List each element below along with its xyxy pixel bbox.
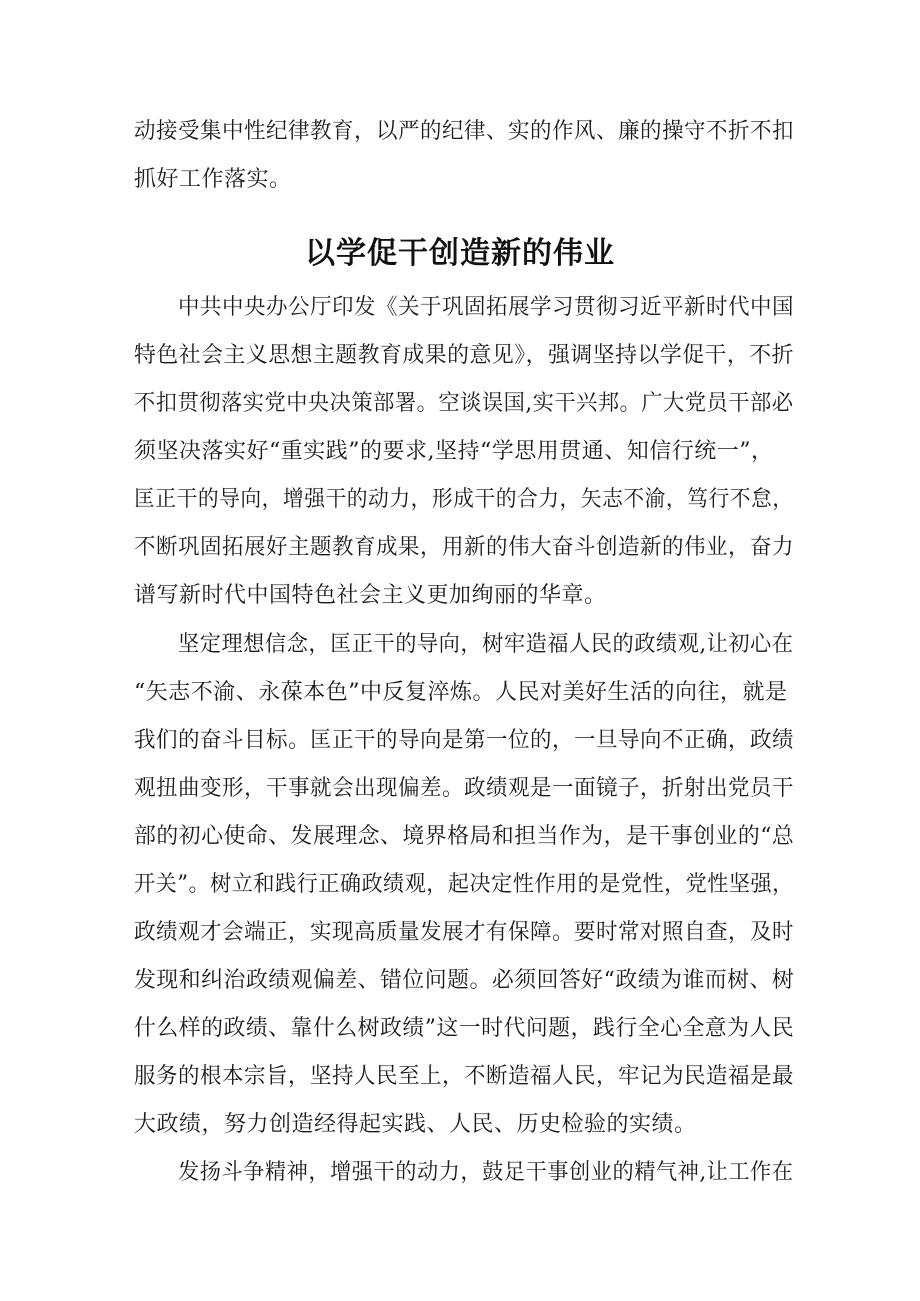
text-line: 匡正干的导向，增强干的动力，形成干的合力，矢志不渝，笃行不怠，: [134, 487, 794, 512]
text-line: 坚定理想信念，匡正干的导向，树牢造福人民的政绩观,让初心在: [178, 632, 794, 657]
text-line: 大政绩，努力创造经得起实践、人民、历史检验的实绩。: [134, 1112, 697, 1137]
text-line: “矢志不渝、永葆本色”中反复淬炼。人民对美好生活的向往，就是: [134, 680, 788, 705]
text-line: 政绩观才会端正，实现高质量发展才有保障。要时常对照自查，及时: [134, 920, 795, 945]
text-line: 发现和纠治政绩观偏差、错位问题。必须回答好“政绩为谁而树、树: [134, 968, 795, 993]
text-line: 部的初心使命、发展理念、境界格局和担当作为，是干事创业的“总: [134, 824, 795, 849]
text-line: 抓好工作落实。: [134, 167, 292, 192]
text-line: 什么样的政绩、靠什么树政绩”这一时代问题，践行全心全意为人民: [134, 1016, 795, 1041]
text-line: 不扣贯彻落实党中央决策部署。空谈误国,实干兴邦。广大党员干部必: [134, 391, 794, 416]
text-line: 动接受集中性纪律教育，以严的纪律、实的作风、廉的操守不折不扣: [134, 119, 795, 144]
text-line: 我们的奋斗目标。匡正干的导向是第一位的，一旦导向不正确，政绩: [134, 728, 795, 753]
text-line: 谱写新时代中国特色社会主义更加绚丽的华章。: [134, 583, 607, 608]
text-line: 开关”。树立和践行正确政绩观，起决定性作用的是党性，党性坚强，: [134, 872, 794, 897]
text-line: 中共中央办公厅印发《关于巩固拓展学习贯彻习近平新时代中国: [178, 295, 795, 320]
text-line: 须坚决落实好“重实践”的要求,坚持“学思用贯通、知信行统一”，: [134, 439, 774, 464]
article-title: 以学促干创造新的伟业: [305, 236, 615, 271]
text-line: 服务的根本宗旨，坚持人民至上，不断造福人民，牢记为民造福是最: [134, 1064, 795, 1089]
text-line: 不断巩固拓展好主题教育成果，用新的伟大奋斗创造新的伟业，奋力: [134, 535, 795, 560]
text-line: 特色社会主义思想主题教育成果的意见》，强调坚持以学促干，不折: [134, 343, 795, 368]
text-line: 观扭曲变形，干事就会出现偏差。政绩观是一面镜子，折射出党员干: [134, 776, 795, 801]
text-line: 发扬斗争精神，增强干的动力，鼓足干事创业的精气神,让工作在: [178, 1160, 794, 1185]
